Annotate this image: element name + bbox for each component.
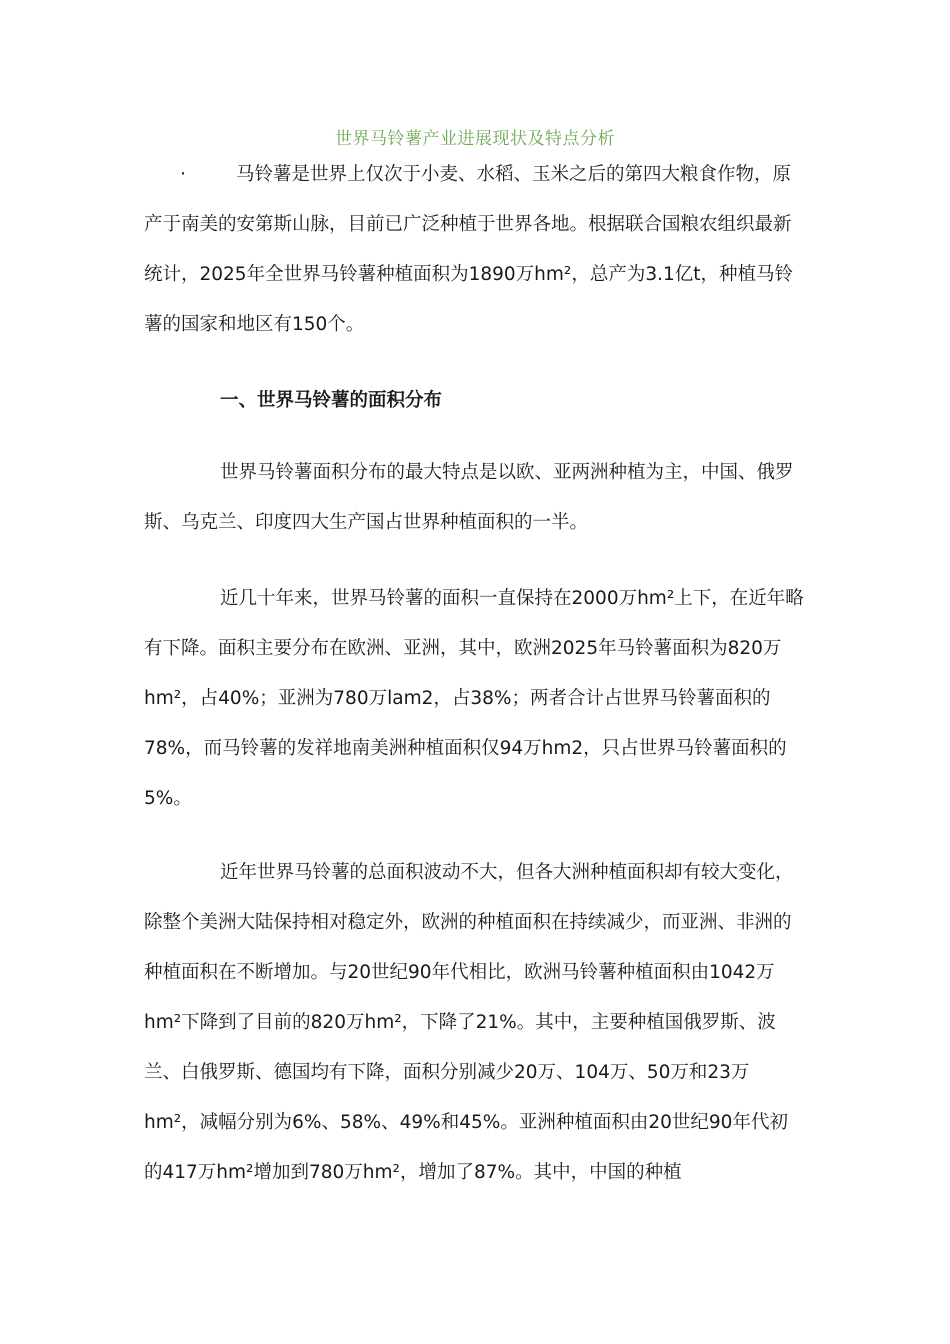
bullet-marker: ·	[180, 164, 186, 185]
document-title: 世界马铃薯产业进展现状及特点分析	[335, 129, 615, 149]
paragraph-continent-changes	[144, 848, 804, 1198]
section-heading: 一、世界马铃薯的面积分布	[220, 390, 443, 411]
paragraph-area-trend	[144, 574, 804, 824]
paragraph-area-distribution	[144, 448, 804, 548]
paragraph-text: 近几十年来，世界马铃薯的面积一直保持在2000万hm²上下，在近年略有下降。面积主要分布在欧洲、亚洲，其中，欧洲2025年马铃薯面积为820万hm²，占40%；亚洲为780万lam2，占38%；两者合计占世界马铃薯面积的78%，而马铃薯的发祥地南美洲种植面积仅94万hm2，只占世界马铃薯面积的5%。	[144, 588, 804, 809]
paragraph-text: 近年世界马铃薯的总面积波动不大，但各大洲种植面积却有较大变化，除整个美洲大陆保持相对稳定外，欧洲的种植面积在持续减少，而亚洲、非洲的种植面积在不断增加。与20世纪90年代相比，欧洲马铃薯种植面积由1042万hm²下降到了目前的820万hm²，下降了21%。其中，主要种植国俄罗斯、波兰、白俄罗斯、德国均有下降，面积分别减少20万、104万、50万和23万hm²，减幅分别为6%、58%、49%和45%。亚洲种植面积由20世纪90年代初的417万hm²增加到780万hm²，增加了87%。其中，中国的种植	[144, 862, 794, 1183]
intro-paragraph: 马铃薯是世界上仅次于小麦、水稻、玉米之后的第四大粮食作物，原产于南美的安第斯山脉，目前已广泛种植于世界各地。根据联合国粮农组织最新统计，2025年全世界马铃薯种植面积为1890万hm²，总产为3.1亿t，种植马铃薯的国家和地区有150个。	[144, 164, 794, 335]
intro-paragraph-block	[144, 150, 804, 350]
paragraph-text: 世界马铃薯面积分布的最大特点是以欧、亚两洲种植为主，中国、俄罗斯、乌克兰、印度四大生产国占世界种植面积的一半。	[144, 462, 794, 533]
